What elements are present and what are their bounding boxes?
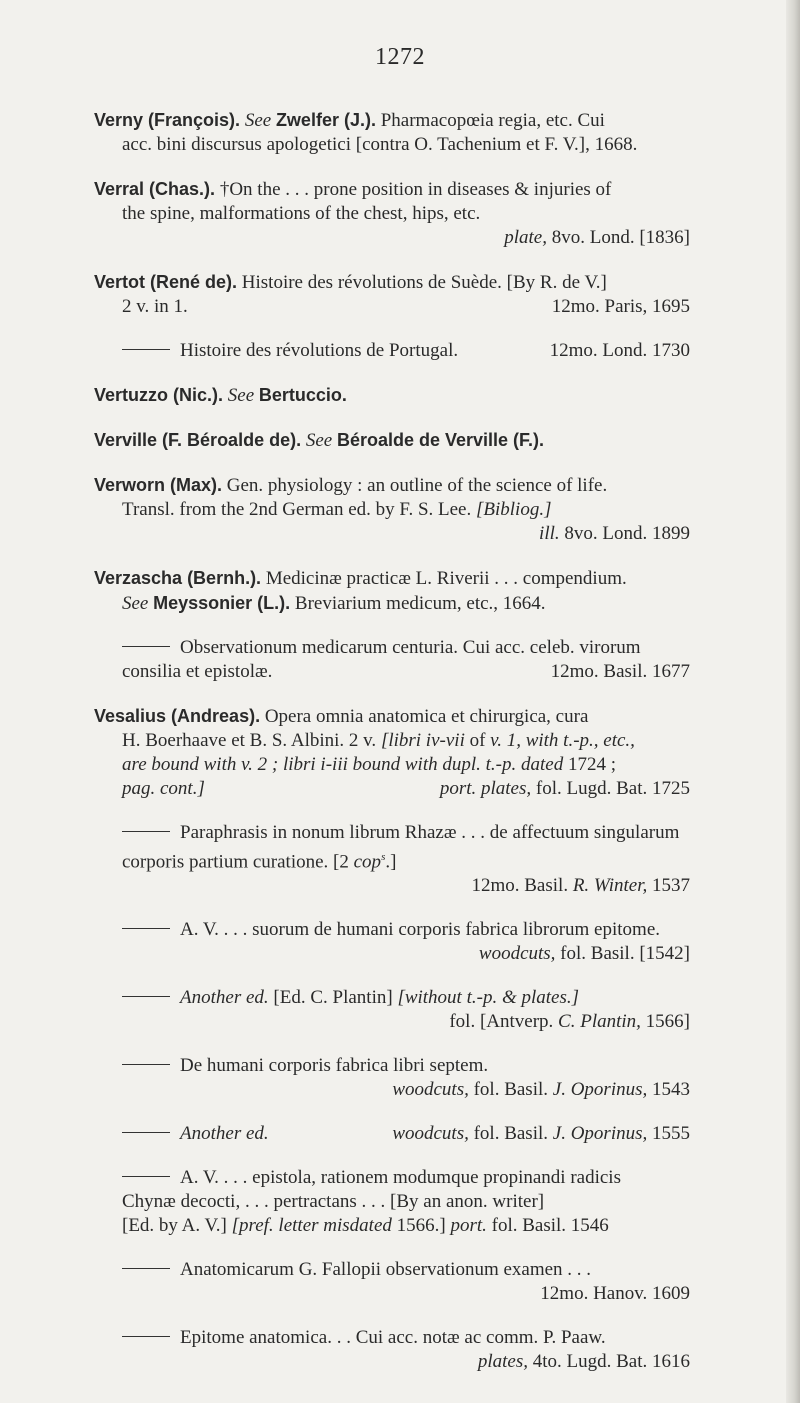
catalogue-entries — [94, 108, 690, 1394]
entry-continuation: consilia et epistolæ. 12mo. Basil. 1677 — [122, 661, 690, 682]
entry-title: Gen. physiology : an outline of the science of life. — [226, 475, 608, 496]
entry-imprint: ill. 8vo. Lond. 1899 — [539, 523, 690, 544]
catalogue-entry — [94, 1122, 690, 1146]
entry-imprint: plates, 4to. Lugd. Bat. 1616 — [477, 1351, 690, 1373]
catalogue-entry — [94, 821, 690, 898]
page-edge-shadow — [786, 0, 800, 1403]
entry-continuation: See Meyssonier (L.). Breviarium medicum, etc., 1664. — [122, 593, 546, 614]
catalogue-entry — [94, 566, 690, 616]
entry-title: Another ed. — [180, 987, 269, 1009]
catalogue-entry — [94, 270, 690, 319]
entry-imprint: [Ed. by A. V.] [pref. letter misdated 1566.] port. fol. Basil. 1546 — [122, 1215, 609, 1237]
cross-reference: Meyssonier (L.). — [153, 593, 291, 613]
see-label: See — [244, 110, 272, 131]
ditto-dash — [122, 349, 170, 350]
catalogue-entry — [94, 636, 690, 684]
entry-imprint: plate, 8vo. Lond. [1836] — [504, 227, 690, 248]
entry-title: Another ed. — [180, 1123, 269, 1145]
entry-title: †On the . . . prone position in diseases & injuries of — [219, 179, 612, 200]
catalogue-entry — [94, 339, 690, 363]
see-label: See — [227, 385, 255, 406]
cross-reference: Béroalde de Verville (F.). — [336, 430, 545, 450]
entry-title: De humani corporis fabrica libri septem. — [180, 1055, 489, 1077]
entry-continuation: 2 v. in 1. 12mo. Paris, 1695 — [122, 296, 690, 317]
catalogue-entry — [94, 177, 690, 250]
catalogue-entry — [94, 428, 690, 453]
ditto-dash — [122, 831, 170, 832]
entry-heading: Verzascha (Bernh.). — [94, 568, 262, 588]
see-label: See — [122, 593, 149, 614]
entry-title: Anatomicarum G. Fallopii observationum examen . . . — [180, 1259, 592, 1281]
entry-continuation: corporis partium curatione. [2 cop$^s$.] — [122, 851, 397, 873]
catalogue-entry — [94, 383, 690, 408]
ditto-dash — [122, 1268, 170, 1269]
entry-title: A. V. . . . epistola, rationem modumque propinandi radicis — [180, 1167, 621, 1189]
entry-imprint: 12mo. Lond. 1730 — [549, 340, 690, 361]
cross-reference: Bertuccio. — [258, 385, 347, 405]
catalogue-entry — [94, 1054, 690, 1102]
ditto-dash — [122, 1064, 170, 1065]
catalogue-entry — [94, 1166, 690, 1238]
entry-title: Epitome anatomica. . . Cui acc. notæ ac comm. P. Paaw. — [180, 1327, 606, 1349]
ditto-dash — [122, 1132, 170, 1133]
entry-continuation: the spine, malformations of the chest, hips, etc. — [122, 203, 481, 224]
entry-heading: Verny (François). — [94, 110, 241, 130]
entry-title: Medicinæ practicæ L. Riverii . . . compendium. — [265, 568, 627, 589]
catalogue-entry: Another ed. [Ed. C. Plantin] [without t.-p. & plates.] fol. [Antverp. C. Plantin, 1566] — [94, 986, 690, 1034]
entry-title: Opera omnia anatomica et chirurgica, cura — [264, 706, 589, 727]
entry-imprint: pag. cont.] port. plates, fol. Lugd. Bat. 1725 — [122, 778, 690, 799]
ditto-dash — [122, 928, 170, 929]
entry-imprint: 12mo. Hanov. 1609 — [540, 1283, 690, 1305]
entry-title: Paraphrasis in nonum librum Rhazæ . . . de affectuum singularum — [180, 822, 680, 843]
ditto-dash — [122, 646, 170, 647]
entry-heading: Verville (F. Béroalde de). — [94, 430, 302, 450]
entry-heading: Vertot (René de). — [94, 272, 238, 292]
ditto-dash — [122, 1176, 170, 1177]
catalogue-entry — [94, 108, 690, 157]
catalogue-entry — [94, 704, 690, 801]
entry-continuation: acc. bini discursus apologetici [contra O. Tachenium et F. V.], 1668. — [122, 134, 638, 155]
entry-continuation: H. Boerhaave et B. S. Albini. 2 v. [libri iv-vii of v. 1, with t.-p., etc., — [122, 730, 635, 751]
ditto-dash — [122, 996, 170, 997]
entry-heading: Verral (Chas.). — [94, 179, 216, 199]
cross-reference: Zwelfer (J.). — [275, 110, 376, 130]
entry-heading: Verworn (Max). — [94, 475, 223, 495]
catalogue-entry — [94, 1326, 690, 1374]
entry-continuation: Transl. from the 2nd German ed. by F. S. Lee. [Bibliog.] — [122, 499, 552, 520]
entry-imprint: woodcuts, fol. Basil. J. Oporinus, 1555 — [392, 1123, 690, 1145]
entry-heading: Vesalius (Andreas). — [94, 706, 261, 726]
catalogue-entry — [94, 1258, 690, 1306]
entry-title: Pharmacopœia regia, etc. Cui — [380, 110, 605, 131]
entry-heading: Vertuzzo (Nic.). — [94, 385, 224, 405]
entry-continuation: are bound with v. 2 ; libri i-iii bound with dupl. t.-p. dated 1724 ; — [122, 754, 616, 775]
entry-imprint: fol. [Antverp. C. Plantin, 1566] — [449, 1011, 690, 1033]
entry-imprint: woodcuts, fol. Basil. [1542] — [478, 943, 690, 965]
ditto-dash — [122, 1336, 170, 1337]
entry-imprint: woodcuts, fol. Basil. J. Oporinus, 1543 — [392, 1079, 690, 1101]
catalogue-entry — [94, 918, 690, 966]
entry-title: A. V. . . . suorum de humani corporis fabrica librorum epitome. — [180, 919, 661, 941]
see-label: See — [305, 430, 333, 451]
entry-title: Histoire des révolutions de Suède. [By R. de V.] — [241, 272, 607, 293]
entry-imprint: 12mo. Basil. R. Winter, 1537 — [471, 875, 690, 897]
entry-continuation: Chynæ decocti, . . . pertractans . . . [By an anon. writer] — [122, 1191, 545, 1213]
catalogue-entry — [94, 473, 690, 546]
page-number: 1272 — [375, 44, 425, 70]
entry-title: Observationum medicarum centuria. Cui acc. celeb. virorum — [180, 637, 641, 658]
entry-title: Histoire des révolutions de Portugal. — [180, 340, 459, 361]
